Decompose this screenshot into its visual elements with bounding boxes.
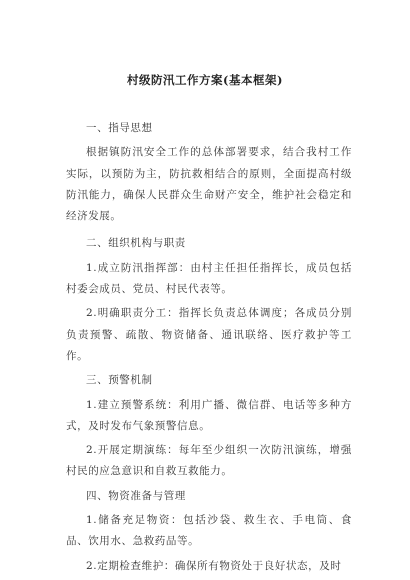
paragraph-warning-2: 2.开展定期演练：每年至少组织一次防汛演练，增强村民的应急意识和自救互救能力。 bbox=[66, 444, 352, 478]
section-heading-materials: 四、物资准备与管理 bbox=[86, 489, 186, 502]
document-title: 村级防汛工作方案(基本框架) bbox=[127, 73, 283, 87]
paragraph-guiding-ideology: 根据镇防汛安全工作的总体部署要求，结合我村工作实际，以预防为主，防抗救相结合的原则，全面提高村级防汛能力，确保人民群众生命财产安全，维护社会稳定和经济发展。 bbox=[66, 146, 352, 223]
section-heading-organization: 二、组织机构与职责 bbox=[86, 237, 186, 250]
paragraph-materials-2: 2.定期检查维护：确保所有物资处于良好状态，及时 bbox=[86, 559, 342, 572]
document-body bbox=[66, 118, 352, 580]
section-heading-warning: 三、预警机制 bbox=[86, 374, 153, 387]
paragraph-organization-2: 2.明确职责分工：指挥长负责总体调度；各成员分别负责预警、疏散、物资储备、通讯联络、医疗救护等工作。 bbox=[66, 307, 352, 362]
section-heading-guiding-ideology: 一、指导思想 bbox=[86, 122, 153, 134]
paragraph-organization-1: 1.成立防汛指挥部：由村主任担任指挥长，成员包括村委会成员、党员、村民代表等。 bbox=[66, 261, 352, 296]
paragraph-materials-1: 1.储备充足物资：包括沙袋、救生衣、手电筒、食品、饮用水、急救药品等。 bbox=[66, 514, 352, 548]
paragraph-warning-1: 1.建立预警系统：利用广播、微信群、电话等多种方式，及时发布气象预警信息。 bbox=[66, 398, 352, 432]
